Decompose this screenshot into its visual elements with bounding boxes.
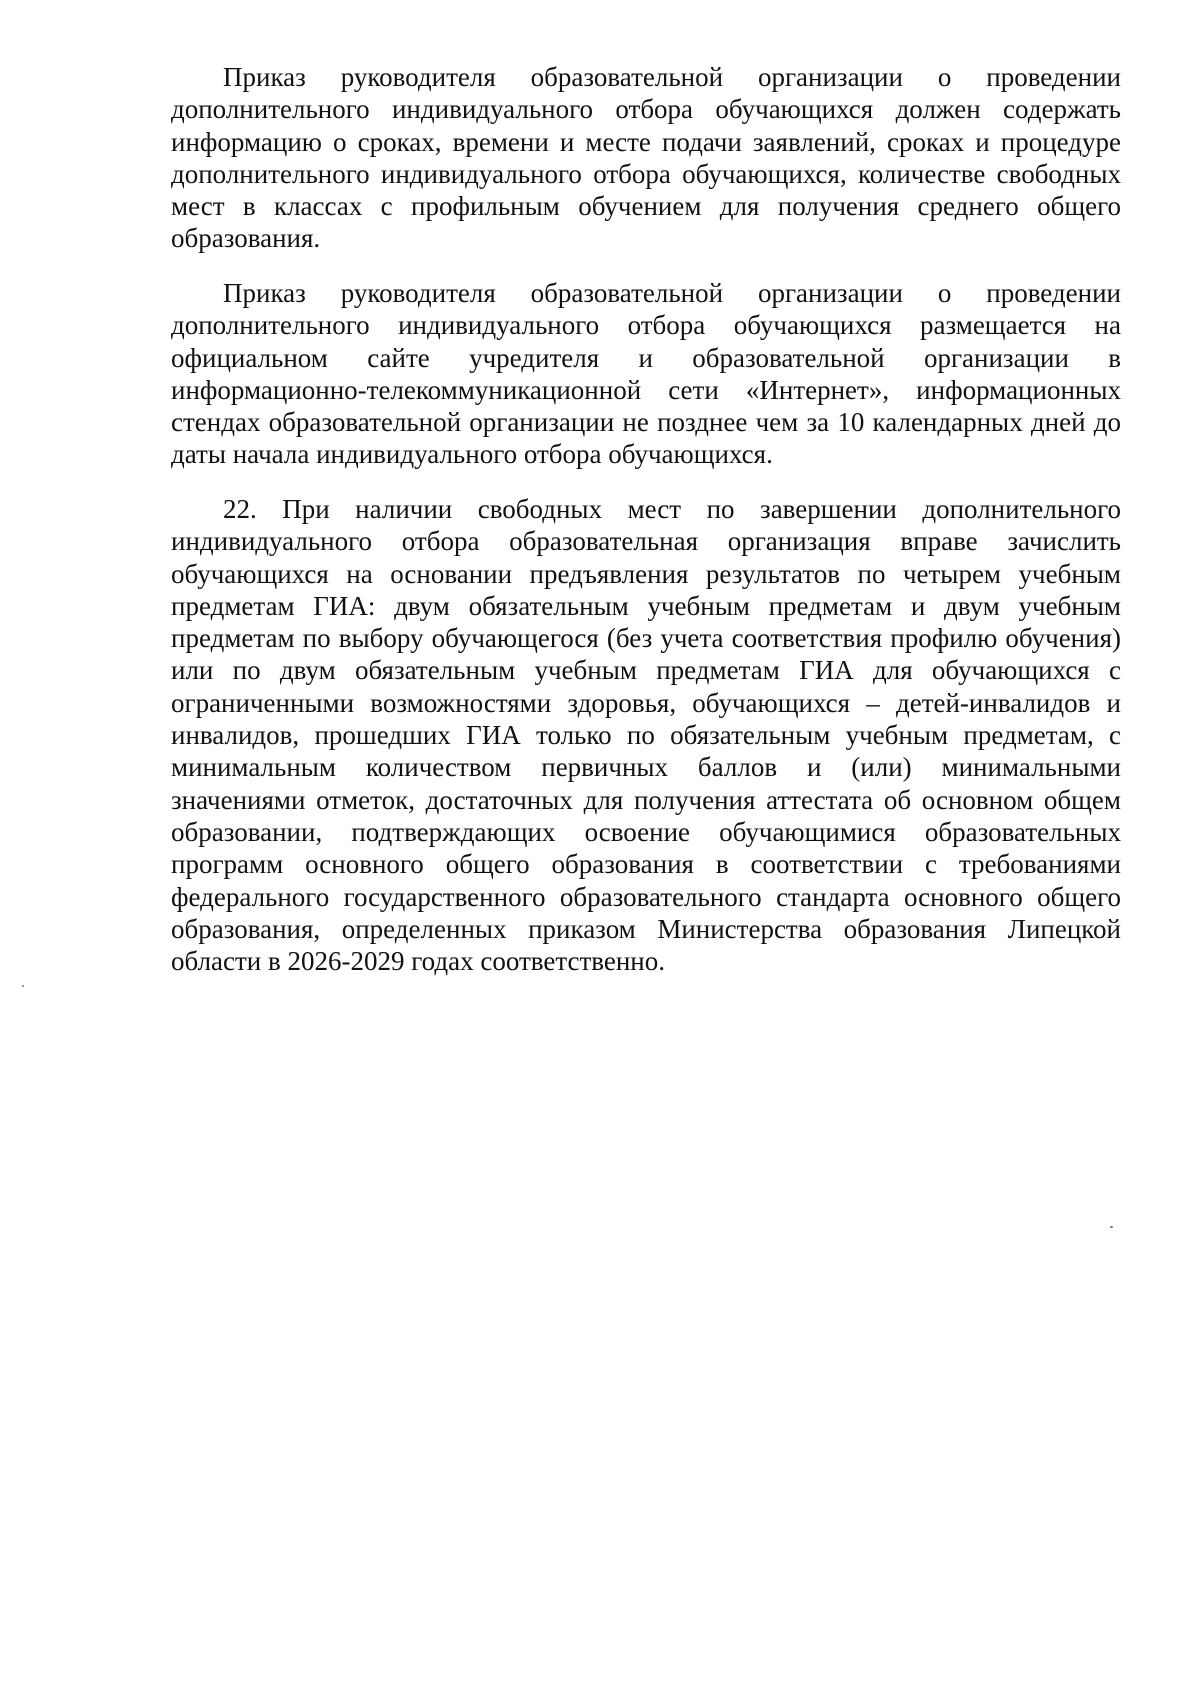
- paragraph-text: Приказ руководителя образовательной организации о проведении дополнительного индивидуального отбора обучающихся размещается на официальном сайте учредителя и образовательной организации в информационно-телекоммуникационной сети «Интернет», информационных стендах образовательной организации не позднее чем за 10 календарных дней до даты начала индивидуального отбора обучающихся.: [171, 278, 1121, 470]
- paragraph-text: Приказ руководителя образовательной организации о проведении дополнительного индивидуального отбора обучающихся должен содержать информацию о сроках, времени и месте подачи заявлений, сроках и процедуре дополнительного индивидуального отбора обучающихся, количестве свободных мест в классах с профильным обучением для получения среднего общего образования.: [171, 62, 1121, 254]
- scan-speck: [22, 985, 24, 987]
- paragraph-item-22: [171, 493, 1121, 977]
- paragraph-order-content: [171, 61, 1121, 255]
- paragraph-order-publication: [171, 277, 1121, 471]
- scan-speck: [1110, 1226, 1113, 1228]
- paragraph-text: 22. При наличии свободных мест по завершении дополнительного индивидуального отбора образовательная организация вправе зачислить обучающихся на основании предъявления результатов по четырем учебным предметам ГИА: двум обязательным учебным предметам и двум учебным предметам по выбору обучающегося (без учета соответствия профилю обучения) или по двум обязательным учебным предметам ГИА для обучающихся с ограниченными возможностями здоровья, обучающихся – детей-инвалидов и инвалидов, прошедших ГИА только по обязательным учебным предметам, с минимальным количеством первичных баллов и (или) минимальными значениями отметок, достаточных для получения аттестата об основном общем образовании, подтверждающих освоение обучающимися образовательных программ основного общего образования в соответствии с требованиями федерального государственного образовательного стандарта основного общего образования, определенных приказом Министерства образования Липецкой области в 2026-2029 годах соответственно.: [171, 494, 1121, 977]
